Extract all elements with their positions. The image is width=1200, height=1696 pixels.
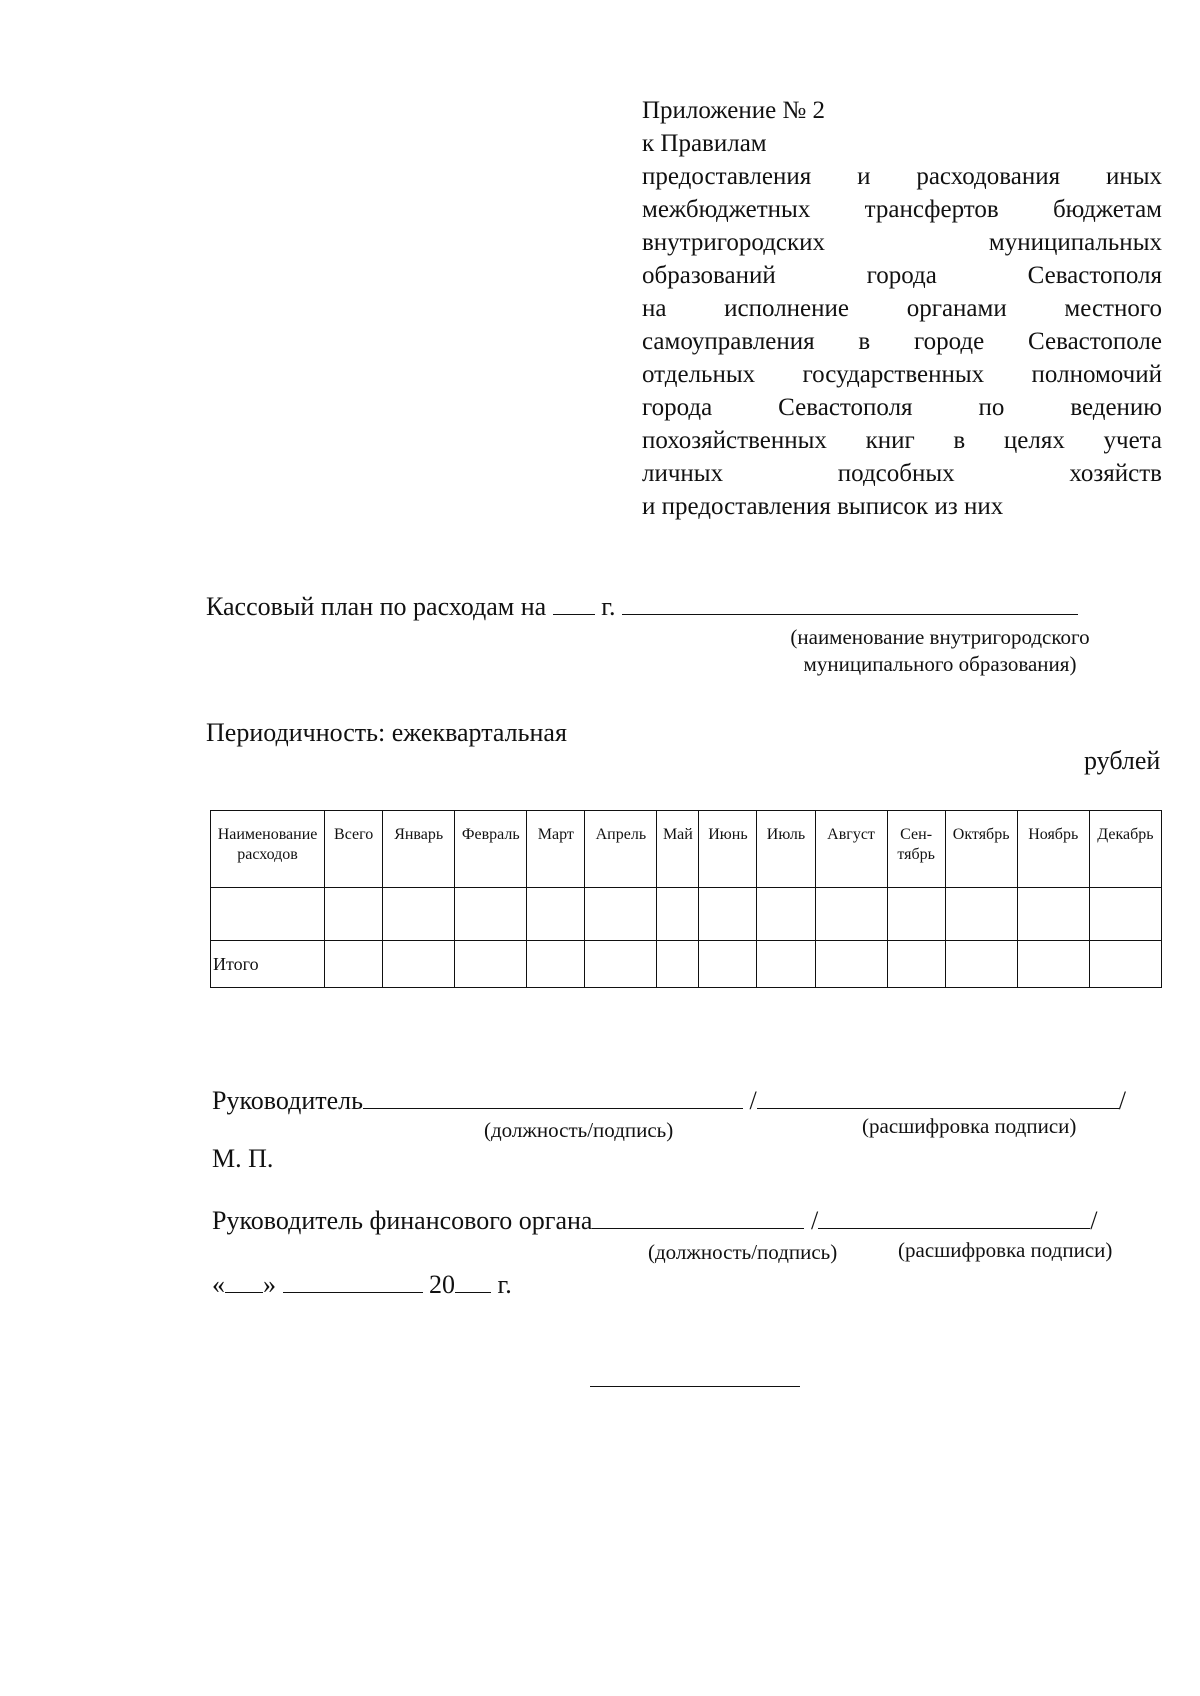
column-header: Март — [527, 811, 585, 888]
periodicity: Периодичность: ежеквартальная — [206, 718, 567, 747]
org-name-caption: (наименование внутригородского муниципального образования) — [790, 625, 1090, 676]
position-signature-caption: (должность/подпись) — [648, 1240, 838, 1264]
table-cell[interactable] — [699, 941, 757, 988]
table-cell[interactable] — [325, 888, 383, 941]
table-cell[interactable] — [383, 941, 455, 988]
column-header: Июнь — [699, 811, 757, 888]
table-cell[interactable] — [1089, 888, 1161, 941]
finance-signature-decode-field[interactable] — [818, 1206, 1090, 1229]
units-label: рублей — [1084, 746, 1161, 775]
column-header: Ноябрь — [1017, 811, 1089, 888]
table-cell[interactable] — [887, 941, 945, 988]
head-position-signature-field[interactable] — [363, 1086, 743, 1109]
column-header: Декабрь — [1089, 811, 1161, 888]
slash: / — [749, 1086, 757, 1115]
plan-title — [206, 592, 1078, 622]
date-day-field[interactable] — [225, 1270, 263, 1293]
table-cell[interactable] — [657, 888, 699, 941]
appendix-body-line: на исполнение органами местного — [642, 295, 1162, 322]
appendix-header — [642, 94, 1162, 523]
year-field[interactable] — [553, 592, 595, 615]
appendix-body-line: отдельных государственных полномочий — [642, 361, 1162, 388]
finance-position-signature-field[interactable] — [592, 1206, 804, 1229]
head-label: Руководитель — [212, 1086, 363, 1115]
table-cell[interactable] — [757, 941, 815, 988]
column-header: Апрель — [585, 811, 657, 888]
table-cell[interactable] — [815, 888, 887, 941]
appendix-last-line: и предоставления выписок из них — [642, 493, 1004, 520]
signature-decode-caption: (расшифровка подписи) — [862, 1114, 1077, 1138]
finance-head-label: Руководитель финансового органа — [212, 1206, 593, 1235]
table-cell[interactable] — [815, 941, 887, 988]
column-header: Июль — [757, 811, 815, 888]
slash: / — [1118, 1086, 1126, 1115]
head-signature-decode-field[interactable] — [757, 1086, 1119, 1109]
table-cell[interactable] — [211, 888, 325, 941]
appendix-body-line: предоставления и расходования иных — [642, 163, 1162, 190]
table-cell[interactable] — [455, 888, 527, 941]
appendix-body-line: самоуправления в городе Севастополе — [642, 328, 1162, 355]
appendix-body-line: личных подсобных хозяйств — [642, 460, 1162, 487]
position-signature-caption: (должность/подпись) — [484, 1118, 674, 1142]
date-close-quote: » — [263, 1270, 276, 1299]
table-cell[interactable] — [383, 888, 455, 941]
column-header: Август — [815, 811, 887, 888]
appendix-body-line: похозяйственных книг в целях учета — [642, 427, 1162, 454]
appendix-body-line: города Севастополя по ведению — [642, 394, 1162, 421]
table-cell[interactable] — [585, 888, 657, 941]
column-header: Май — [657, 811, 699, 888]
org-name-field[interactable] — [622, 592, 1078, 615]
signature-decode-caption: (расшифровка подписи) — [898, 1238, 1113, 1262]
finance-signature-line — [212, 1206, 1097, 1236]
slash: / — [810, 1206, 819, 1235]
table-row — [211, 888, 1162, 941]
date-month-field[interactable] — [283, 1270, 423, 1293]
column-header: Наименование расходов — [211, 811, 325, 888]
column-header: Сен-тябрь — [887, 811, 945, 888]
table-cell[interactable] — [1017, 941, 1089, 988]
table-cell[interactable] — [699, 888, 757, 941]
date-year-field[interactable] — [455, 1270, 491, 1293]
date-year-suffix: г. — [497, 1270, 512, 1299]
plan-title-year-suffix: г. — [601, 592, 616, 621]
table-cell[interactable] — [527, 941, 585, 988]
end-separator-line — [590, 1386, 800, 1387]
date-open-quote: « — [212, 1270, 225, 1299]
appendix-body-line: образований города Севастополя — [642, 262, 1162, 289]
table-header-row — [211, 811, 1162, 888]
table-cell[interactable] — [1089, 941, 1161, 988]
table-cell[interactable] — [945, 888, 1017, 941]
table-cell[interactable] — [527, 888, 585, 941]
column-header: Февраль — [455, 811, 527, 888]
head-signature-line — [212, 1086, 1126, 1116]
table-cell[interactable] — [325, 941, 383, 988]
table-cell[interactable] — [1017, 888, 1089, 941]
date-line — [212, 1270, 512, 1300]
table-cell[interactable] — [757, 888, 815, 941]
cash-plan-table — [210, 810, 1162, 988]
date-year-prefix: 20 — [429, 1270, 455, 1299]
column-header: Октябрь — [945, 811, 1017, 888]
total-label: Итого — [211, 941, 325, 988]
appendix-body-line: внутригородских муниципальных — [642, 229, 1162, 256]
appendix-number: Приложение № 2 — [642, 97, 826, 124]
stamp-label: М. П. — [212, 1144, 274, 1173]
slash: / — [1090, 1206, 1098, 1235]
table-cell[interactable] — [887, 888, 945, 941]
column-header: Январь — [383, 811, 455, 888]
appendix-body-line: межбюджетных трансфертов бюджетам — [642, 196, 1162, 223]
appendix-rules-ref: к Правилам — [642, 130, 767, 157]
table-total-row — [211, 941, 1162, 988]
table-cell[interactable] — [945, 941, 1017, 988]
table-cell[interactable] — [455, 941, 527, 988]
table-cell[interactable] — [657, 941, 699, 988]
table-cell[interactable] — [585, 941, 657, 988]
column-header: Всего — [325, 811, 383, 888]
plan-title-prefix: Кассовый план по расходам на — [206, 592, 547, 621]
